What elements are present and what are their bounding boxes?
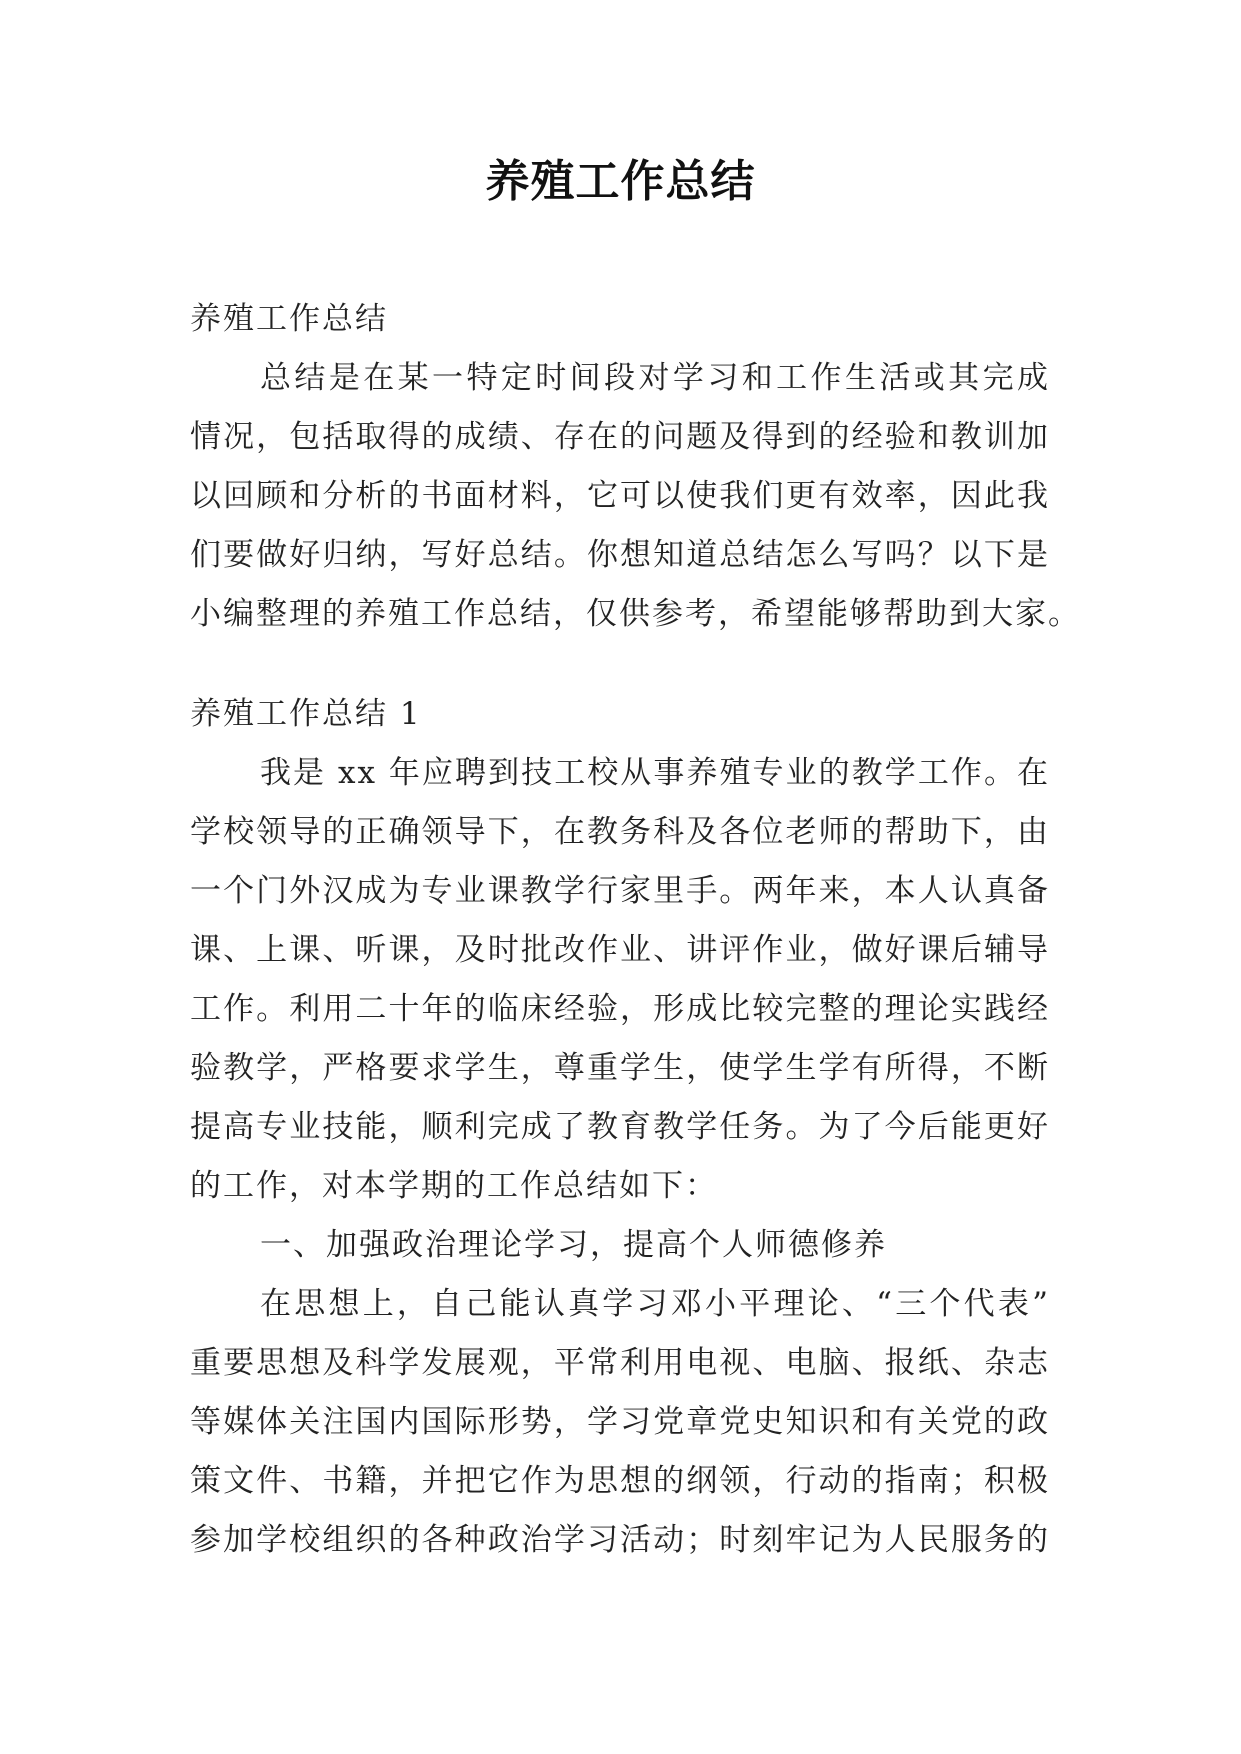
- document-body: [190, 290, 1081, 1570]
- paragraph-line: 课、上课、听课，及时批改作业、讲评作业，做好课后辅导: [190, 932, 1050, 968]
- paragraph-line: 学校领导的正确领导下，在教务科及各位老师的帮助下，由: [190, 814, 1050, 850]
- paragraph-line: 提高专业技能，顺利完成了教育教学任务。为了今后能更好: [190, 1109, 1050, 1145]
- paragraph-line: 小编整理的养殖工作总结，仅供参考，希望能够帮助到大家。: [190, 596, 1081, 632]
- paragraph-line: 策文件、书籍，并把它作为思想的纲领，行动的指南；积极: [190, 1463, 1050, 1499]
- paragraph-line: 工作。利用二十年的临床经验，形成比较完整的理论实践经: [190, 991, 1050, 1027]
- paragraph-line: 的工作，对本学期的工作总结如下：: [190, 1168, 718, 1204]
- paragraph-line: 一个门外汉成为专业课教学行家里手。两年来，本人认真备: [190, 873, 1050, 909]
- paragraph-line: 总结是在某一特定时间段对学习和工作生活或其完成: [260, 360, 1050, 396]
- section-gap: [190, 644, 1050, 685]
- section-heading: 养殖工作总结 1: [190, 696, 422, 732]
- paragraph-line: 在思想上，自己能认真学习邓小平理论、“三个代表”: [260, 1286, 1050, 1322]
- paragraph-line: 我是 xx 年应聘到技工校从事养殖专业的教学工作。在: [260, 755, 1050, 791]
- paragraph-line: 情况，包括取得的成绩、存在的问题及得到的经验和教训加: [190, 419, 1050, 455]
- paragraph-line: 等媒体关注国内国际形势，学习党章党史知识和有关党的政: [190, 1404, 1050, 1440]
- paragraph-line: 参加学校组织的各种政治学习活动；时刻牢记为人民服务的: [190, 1522, 1050, 1558]
- paragraph-line: 以回顾和分析的书面材料，它可以使我们更有效率，因此我: [190, 478, 1050, 514]
- paragraph-line: 们要做好归纳，写好总结。你想知道总结怎么写吗？以下是: [190, 537, 1050, 573]
- document-title: 养殖工作总结: [485, 156, 756, 207]
- subsection-heading: 一、加强政治理论学习，提高个人师德修养: [260, 1227, 887, 1263]
- paragraph-line: 验教学，严格要求学生，尊重学生，使学生学有所得，不断: [190, 1050, 1050, 1086]
- intro-heading: 养殖工作总结: [190, 301, 388, 337]
- paragraph-line: 重要思想及科学发展观，平常利用电视、电脑、报纸、杂志: [190, 1345, 1050, 1381]
